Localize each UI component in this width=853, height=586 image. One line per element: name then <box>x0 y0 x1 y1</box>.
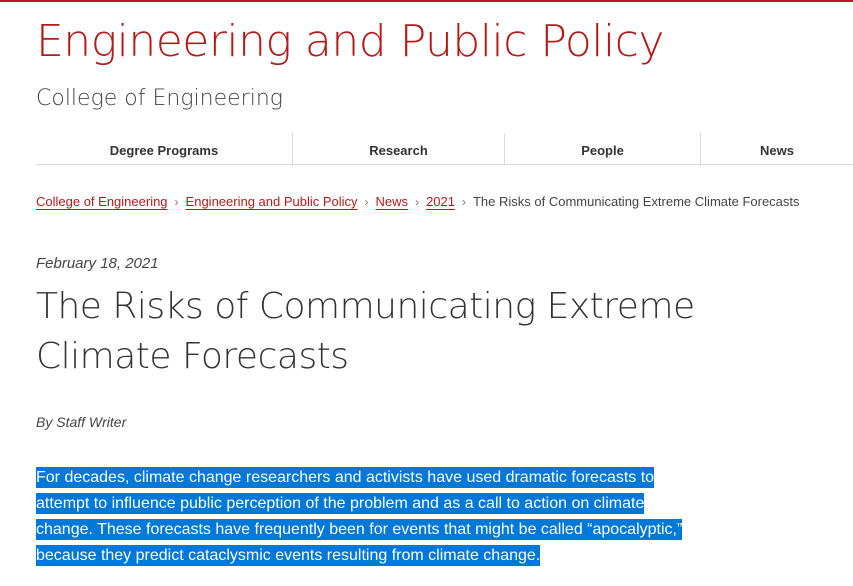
breadcrumb-separator: › <box>415 194 420 209</box>
breadcrumb-link-2021[interactable]: 2021 <box>426 194 455 209</box>
article-byline: By Staff Writer <box>36 414 127 430</box>
selected-text[interactable]: For decades, climate change researchers and activists have used dramatic forecasts to attempt to influence public perception of the problem and as a call to action on climate change. These forecasts have frequently been for events that might be called “apocalyptic,” because they predict cataclysmic events resulting from climate change. <box>36 469 683 564</box>
breadcrumb-link-college[interactable]: College of Engineering <box>36 194 168 209</box>
top-accent-bar <box>0 0 853 2</box>
nav-item-research[interactable]: Research <box>293 133 505 165</box>
article-date: February 18, 2021 <box>36 255 159 272</box>
main-nav <box>36 133 853 165</box>
breadcrumb-current: The Risks of Communicating Extreme Climate Forecasts <box>472 194 800 209</box>
site-subtitle[interactable]: College of Engineering <box>36 86 283 111</box>
site-title[interactable]: Engineering and Public Policy <box>36 16 664 67</box>
nav-item-news[interactable]: News <box>760 142 794 158</box>
breadcrumb <box>36 194 800 209</box>
article-title: The Risks of Communicating Extreme Climate Forecasts <box>36 286 695 377</box>
nav-item-people[interactable]: People <box>505 133 701 165</box>
breadcrumb-separator: › <box>174 194 179 209</box>
article-paragraph <box>36 465 696 569</box>
breadcrumb-link-news[interactable]: News <box>375 194 409 209</box>
breadcrumb-separator: › <box>461 194 466 209</box>
breadcrumb-link-epp[interactable]: Engineering and Public Policy <box>185 194 358 209</box>
breadcrumb-separator: › <box>364 194 369 209</box>
nav-item-degree-programs[interactable]: Degree Programs <box>36 133 293 165</box>
